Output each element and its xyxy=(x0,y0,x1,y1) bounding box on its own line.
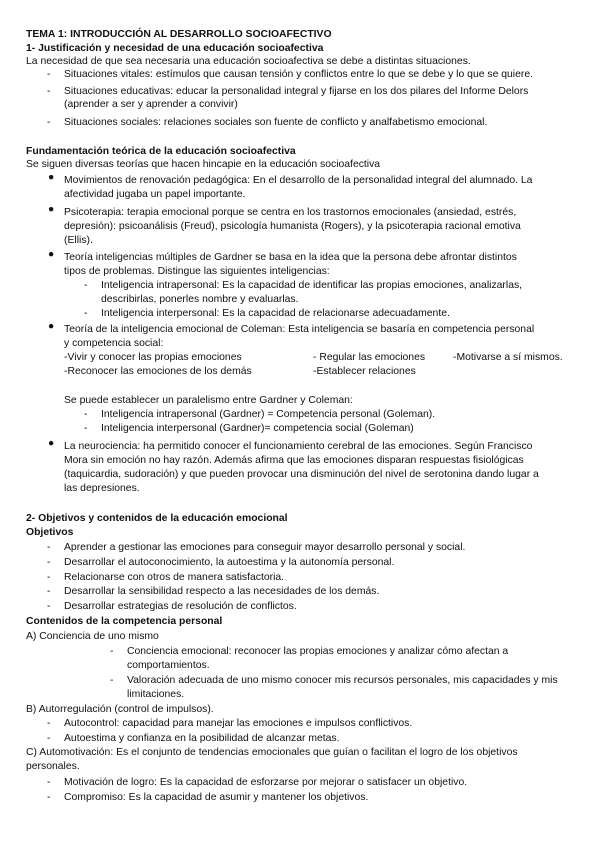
objective-item: Relacionarse con otros de manera satisfactoria. xyxy=(64,572,285,583)
goleman-competence: - Regular las emociones xyxy=(313,352,426,363)
list-item: Inteligencia intrapersonal: Es la capacidad de identificar las propias emociones, analizarlas, xyxy=(101,280,523,291)
goleman-competence: -Establecer relaciones xyxy=(313,366,416,377)
dash-bullet: - xyxy=(47,86,51,97)
dash-bullet: - xyxy=(47,718,51,729)
goleman-competence: -Motivarse a sí mismos. xyxy=(453,352,563,363)
contenido-b-label: B) Autorregulación (control de impulsos). xyxy=(26,704,214,715)
objective-item: Desarrollar el autoconocimiento, la autoestima y la autonomía personal. xyxy=(64,557,395,568)
objective-item: Desarrollar la sensibilidad respecto a las necesidades de los demás. xyxy=(64,586,380,597)
objective-item: Aprender a gestionar las emociones para conseguir mayor desarrollo personal y social. xyxy=(64,542,466,553)
list-item: Inteligencia intrapersonal (Gardner) = Competencia personal (Goleman). xyxy=(101,409,436,420)
objective-item: Desarrollar estrategias de resolución de conflictos. xyxy=(64,601,297,612)
objetivos-heading: Objetivos xyxy=(26,527,74,538)
list-item-continuation: Mora sin emoción no hay razón. Además afirma que las emociones disparan respuestas fisiológicas xyxy=(64,455,524,466)
section-1-heading: 1- Justificación y necesidad de una educación socioafectiva xyxy=(26,43,324,54)
dash-bullet: - xyxy=(84,280,88,291)
list-item: Compromiso: Es la capacidad de asumir y mantener los objetivos. xyxy=(64,792,369,803)
list-item-continuation: comportamientos. xyxy=(127,660,210,671)
fundamentacion-intro: Se siguen diversas teorías que hacen hincapie en la educación socioafectiva xyxy=(26,159,381,170)
dash-bullet: - xyxy=(110,675,114,686)
list-item-continuation: tipos de problemas. Distingue las siguientes inteligencias: xyxy=(64,266,330,277)
list-item: Autocontrol: capacidad para manejar las emociones e impulsos conflictivos. xyxy=(64,718,413,729)
list-item: Motivación de logro: Es la capacidad de esforzarse por mejorar o satisfacer un objetivo. xyxy=(64,777,468,788)
paralelismo-intro: Se puede establecer un paralelismo entre Gardner y Coleman: xyxy=(64,395,353,406)
dash-bullet: - xyxy=(47,542,51,553)
list-item: Conciencia emocional: reconocer las propias emociones y analizar cómo afectan a xyxy=(127,646,509,657)
dash-bullet: - xyxy=(110,646,114,657)
list-item-continuation: y competencia social: xyxy=(64,338,164,349)
dash-bullet: - xyxy=(47,777,51,788)
list-item: Teoría inteligencias múltiples de Gardner se basa en la idea que la persona debe afrontar distintos xyxy=(64,252,517,263)
list-item-continuation: depresión): psicoanálisis (Freud), psicología humanista (Rogers), y la psicoterapia racional emotiva xyxy=(64,221,521,232)
list-item: Movimientos de renovación pedagógica: En el desarrollo de la personalidad integral del alumnado. La xyxy=(64,175,533,186)
list-item-continuation: afectividad jugaba un papel importante. xyxy=(64,189,246,200)
list-item-continuation: (taquicardia, sudoración) y que pueden provocar una disminución del nivel de serotonina dando lugar a xyxy=(64,469,539,480)
list-item: Inteligencia interpersonal: Es la capacidad de relacionarse adecuadamente. xyxy=(101,308,450,319)
contenido-c-label-continuation: personales. xyxy=(26,761,80,772)
list-item-continuation: (aprender a ser y aprender a convivir) xyxy=(64,99,238,110)
round-bullet: ● xyxy=(48,172,55,183)
list-item: Situaciones vitales: estímulos que causan tensión y conflictos entre lo que se debe y lo que se quiere. xyxy=(64,69,534,80)
fundamentacion-heading: Fundamentación teórica de la educación socioafectiva xyxy=(26,146,296,157)
list-item: La neurociencia: ha permitido conocer el funcionamiento cerebral de las emociones. Según Francisco xyxy=(64,441,533,452)
goleman-competence: -Reconocer las emociones de los demás xyxy=(64,366,252,377)
list-item-continuation: (Ellis). xyxy=(64,235,93,246)
list-item: Situaciones educativas: educar la personalidad integral y fijarse en los dos pilares del Informe Delors xyxy=(64,86,529,97)
list-item-continuation: las depresiones. xyxy=(64,483,140,494)
dash-bullet: - xyxy=(47,733,51,744)
list-item: Psicoterapia: terapia emocional porque se centra en los trastornos emocionales (ansiedad, estrés, xyxy=(64,207,517,218)
round-bullet: ● xyxy=(48,249,55,260)
dash-bullet: - xyxy=(84,409,88,420)
dash-bullet: - xyxy=(47,586,51,597)
list-item: Inteligencia interpersonal (Gardner)= competencia social (Goleman) xyxy=(101,423,414,434)
page-title: TEMA 1: INTRODUCCIÓN AL DESARROLLO SOCIOAFECTIVO xyxy=(26,29,332,40)
contenido-a-label: A) Conciencia de uno mismo xyxy=(26,631,159,642)
list-item-continuation: limitaciones. xyxy=(127,689,185,700)
dash-bullet: - xyxy=(47,117,51,128)
round-bullet: ● xyxy=(48,321,55,332)
list-item: Situaciones sociales: relaciones sociales son fuente de conflicto y analfabetismo emocional. xyxy=(64,117,488,128)
list-item: Teoría de la inteligencia emocional de Coleman: Esta inteligencia se basaría en competencia personal xyxy=(64,324,535,335)
list-item: Autoestima y confianza en la posibilidad de alcanzar metas. xyxy=(64,733,340,744)
dash-bullet: - xyxy=(47,572,51,583)
dash-bullet: - xyxy=(47,69,51,80)
list-item-continuation: describirlas, ponerles nombre y evaluarlas. xyxy=(101,294,299,305)
section-1-intro: La necesidad de que sea necesaria una educación socioafectiva se debe a distintas situaciones. xyxy=(26,56,471,67)
contenidos-heading: Contenidos de la competencia personal xyxy=(26,616,223,627)
dash-bullet: - xyxy=(84,308,88,319)
dash-bullet: - xyxy=(47,601,51,612)
round-bullet: ● xyxy=(48,438,55,449)
dash-bullet: - xyxy=(47,557,51,568)
round-bullet: ● xyxy=(48,204,55,215)
contenido-c-label: C) Automotivación: Es el conjunto de tendencias emocionales que guían o facilitan el logro de los objetivos xyxy=(26,747,518,758)
list-item: Valoración adecuada de uno mismo conocer mis recursos personales, mis capacidades y mis xyxy=(127,675,558,686)
goleman-competence: -Vivir y conocer las propias emociones xyxy=(64,352,242,363)
section-2-heading: 2- Objetivos y contenidos de la educación emocional xyxy=(26,513,288,524)
dash-bullet: - xyxy=(47,792,51,803)
dash-bullet: - xyxy=(84,423,88,434)
